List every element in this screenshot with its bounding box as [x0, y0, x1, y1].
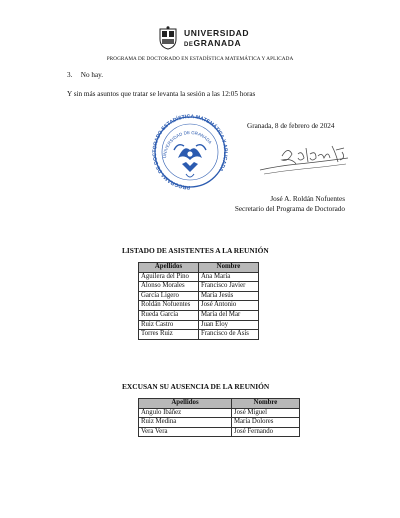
cell-apellidos: Rueda García	[139, 310, 199, 320]
place-date: Granada, 8 de febrero de 2024	[247, 122, 335, 130]
attendees-table	[138, 262, 259, 340]
table-row	[139, 408, 300, 418]
table-row	[139, 301, 259, 311]
cell-apellidos: Torres Ruiz	[139, 330, 199, 340]
university-name-line1: UNIVERSIDAD	[184, 28, 250, 38]
absentees-title: EXCUSAN SU AUSENCIA DE LA REUNIÓN	[122, 382, 270, 391]
cell-nombre: Francisco Javier	[199, 282, 259, 292]
table-row	[139, 320, 259, 330]
agenda-item	[67, 71, 103, 79]
agenda-item-text: No hay.	[80, 71, 104, 79]
program-header: PROGRAMA DE DOCTORADO EN ESTADÍSTICA MATEMÁTICA Y APLICADA	[106, 56, 294, 62]
table-row	[139, 330, 259, 340]
cell-nombre: Juan Eloy	[199, 320, 259, 330]
table-row	[139, 427, 300, 437]
cell-apellidos: Vera Vera	[139, 427, 232, 437]
table-row	[139, 272, 259, 282]
header-nombre: Nombre	[232, 399, 300, 409]
header-nombre: Nombre	[199, 263, 259, 273]
university-logo	[158, 26, 298, 52]
cell-apellidos: García Ligero	[139, 291, 199, 301]
agenda-item-number: 3.	[67, 71, 73, 79]
header-apellidos: Apellidos	[139, 399, 232, 409]
closing-statement: Y sin más asuntos que tratar se levanta la sesión a las 12:05 horas	[67, 90, 256, 98]
cell-nombre: José Miguel	[232, 408, 300, 418]
signer-role: Secretario del Programa de Doctorado	[234, 205, 345, 213]
official-seal-icon	[148, 114, 232, 190]
table-row	[139, 282, 259, 292]
university-name-line2	[184, 38, 241, 48]
attendees-title: LISTADO DE ASISTENTES A LA REUNIÓN	[122, 246, 269, 255]
table-header-row	[139, 263, 259, 273]
handwritten-signature-icon	[258, 140, 350, 184]
university-crest-icon	[158, 26, 178, 50]
cell-apellidos: Aguilera del Pino	[139, 272, 199, 282]
signer-name: José A. Roldán Nofuentes	[270, 195, 345, 203]
university-name-prefix: DE	[184, 42, 194, 48]
cell-nombre: María Dolores	[232, 418, 300, 428]
absentees-table	[138, 398, 300, 437]
cell-nombre: María Jesús	[199, 291, 259, 301]
cell-apellidos: Roldán Nofuentes	[139, 301, 199, 311]
header-apellidos: Apellidos	[139, 263, 199, 273]
table-row	[139, 418, 300, 428]
seal-outer-text: PROGRAMA DE DOCTORADO ESTADÍSTICA MATEMÁTICA Y APLICADA	[152, 114, 229, 190]
table-header-row	[139, 399, 300, 409]
cell-apellidos: Ruiz Medina	[139, 418, 232, 428]
cell-apellidos: Angulo Ibáñez	[139, 408, 232, 418]
cell-nombre: María del Mar	[199, 310, 259, 320]
university-name-granada: GRANADA	[193, 38, 242, 48]
cell-nombre: Francisco de Asís	[199, 330, 259, 340]
cell-nombre: José Fernando	[232, 427, 300, 437]
cell-nombre: José Antonio	[199, 301, 259, 311]
table-row	[139, 291, 259, 301]
cell-nombre: Ana María	[199, 272, 259, 282]
cell-apellidos: Ruiz Castro	[139, 320, 199, 330]
table-row	[139, 310, 259, 320]
seal-inner-text: UNIVERSIDAD DE GRANADA	[161, 129, 213, 159]
cell-apellidos: Alonso Morales	[139, 282, 199, 292]
